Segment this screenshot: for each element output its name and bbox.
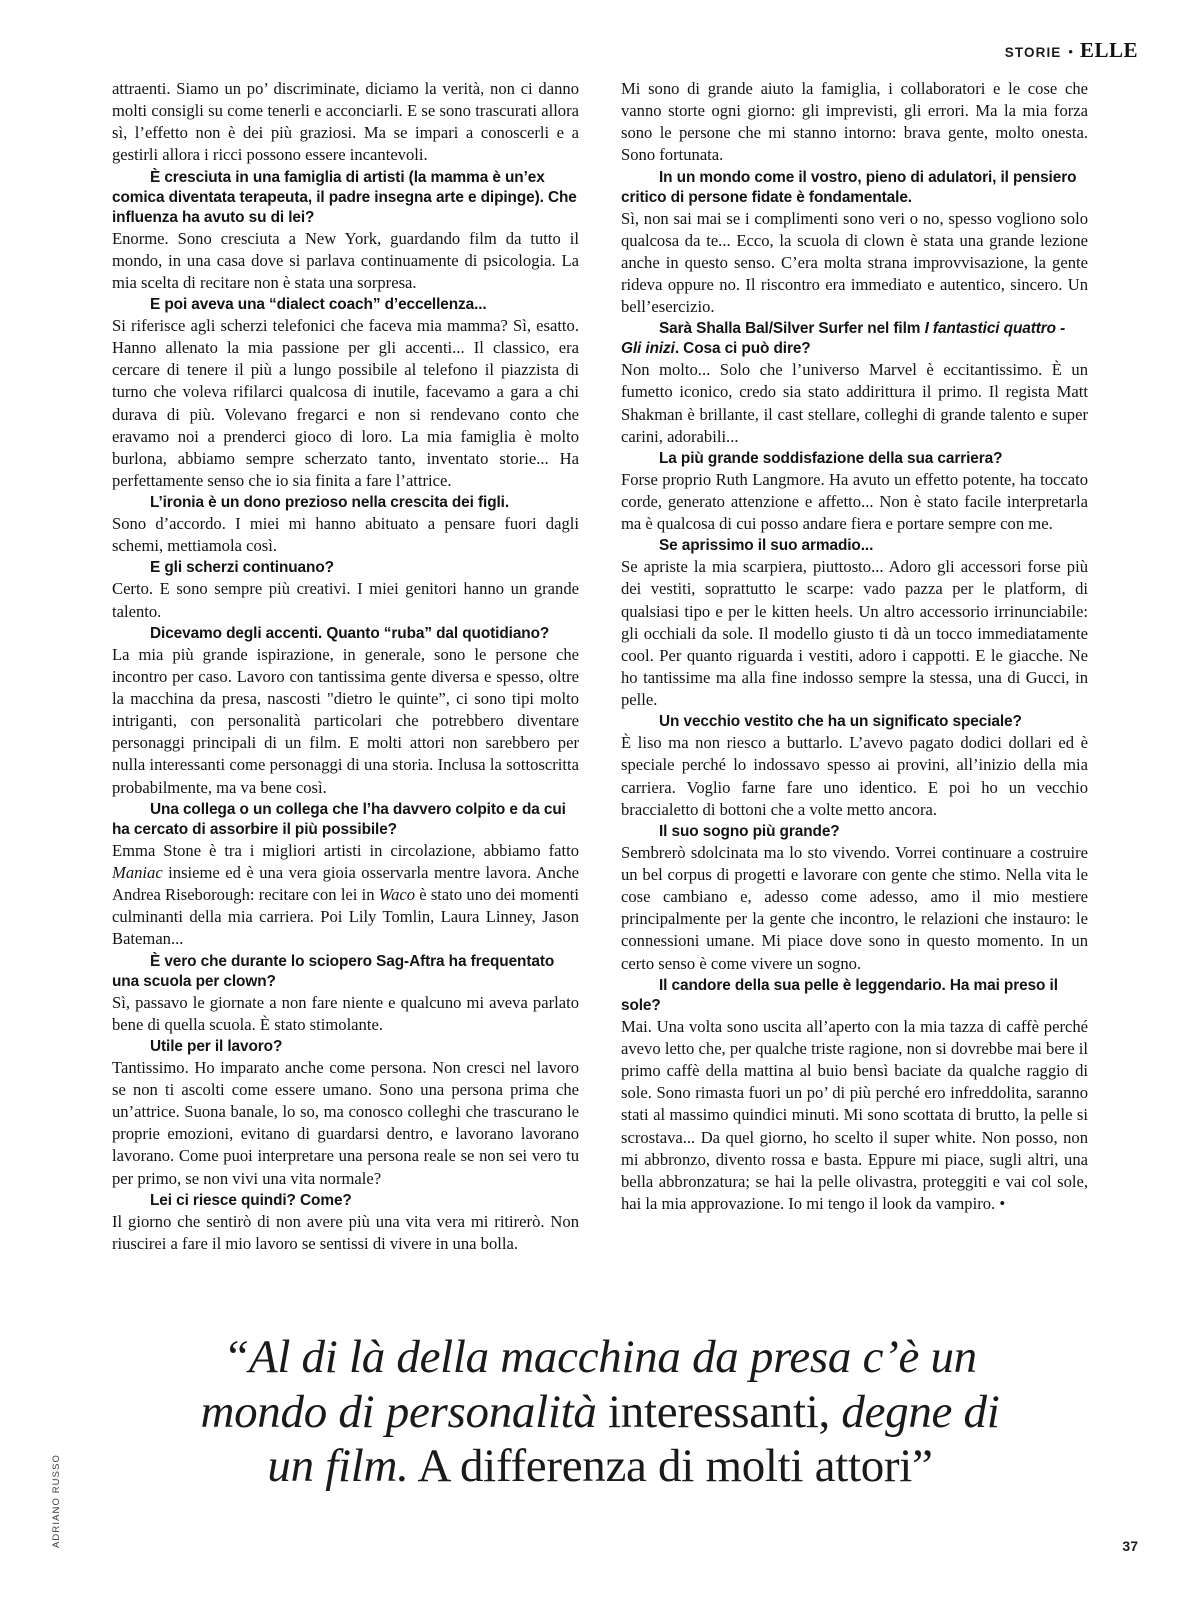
right-column [621, 78, 1088, 1255]
paragraph-question: Un vecchio vestito che ha un significato speciale? [659, 713, 1022, 731]
paragraph-answer: Il giorno che sentirò di non avere più una vita vera mi ritirerò. Non riuscirei a fare il mio lavoro se sentissi di vivere in una bolla. [112, 1211, 579, 1253]
paragraph-answer: Si riferisce agli scherzi telefonici che faceva mia mamma? Sì, esatto. Hanno allenato la mia passione per gli accenti... Il classico, era cercare di tenere il più a lungo possibile al telefono il piazzista di turno che voleva rifilarci qualcosa di inutile, facevamo a gara a chi durava di più. Volevano fregarci e non si rendevano conto che eravamo noi a prenderci gioco di loro. La mia famiglia è molto burlona, abbiamo sempre scherzato tanto, inventato storie... Ha perfettamente senso che io sia finita a fare l’attrice. [112, 316, 579, 491]
film-title-maniac: Maniac [112, 862, 163, 882]
question-text-part: . Cosa ci può dire? [674, 340, 811, 358]
paragraph-question: Utile per il lavoro? [150, 1037, 283, 1055]
left-column [112, 78, 579, 1255]
paragraph-question: È vero che durante lo sciopero Sag-Aftra ha frequentato una scuola per clown? [112, 952, 555, 990]
paragraph-question: In un mondo come il vostro, pieno di adulatori, il pensiero critico di persone fidate è fondamentale. [621, 168, 1077, 206]
paragraph-answer: Sembrerò sdolcinata ma lo sto vivendo. Vorrei continuare a costruire un bel corpus di progetti e lavorare con gente che stimo. Nella vita le cose cambiano e, adesso come adesso, amo il mio mestiere principalmente per la gente che incontro, le relazioni che instauro: le connessioni umane. Mi piace dove sono in questo momento. In un certo senso è come vivere un sogno. [621, 842, 1088, 973]
paragraph-answer: Mai. Una volta sono uscita all’aperto con la mia tazza di caffè perché avevo letto che, per qualche triste ragione, non si dovrebbe mai bere il primo caffè della mattina al buio bensì baciate da qualche raggio di sole. Sono rimasta fuori un po’ di più perché ero infreddolita, saranno stati al massimo quindici minuti. Mi sono scottata di brutto, la pelle si scrostava... Da quel giorno, ho scelto il super white. Non posso, non mi abbronzo, divento rossa e basta. Eppure mi piace, sugli altri, una bella abbronzatura; se hai la pelle olivastra, proteggiti e vai col sole, hai la mia approvazione. Io mi tengo il look da vampiro. • [621, 1016, 1088, 1213]
pull-quote-text: mondo di personalità [200, 1385, 597, 1438]
question-text-part: Sarà Shalla Bal/Silver Surfer nel film [659, 320, 925, 338]
paragraph-answer-with-titles [112, 840, 579, 951]
pull-quote-text: “Al di là della macchina da presa c’è un [223, 1331, 977, 1383]
paragraph-question-with-title [621, 319, 1088, 359]
answer-text-part: insieme ed è una vera gioia osservarla mentre lavora. Anche Andrea Riseborough: recitare con lei in [112, 862, 579, 905]
paragraph-question: Una collega o un collega che l’ha davvero colpito e da cui ha cercato di assorbire il più possibile? [112, 800, 566, 838]
paragraph-answer: Sì, passavo le giornate a non fare niente e qualcuno mi aveva parlato bene di quella scuola. È stato stimolante. [112, 992, 579, 1034]
paragraph-question: Il suo sogno più grande? [659, 822, 840, 840]
paragraph-answer: Sì, non sai mai se i complimenti sono veri o no, spesso vogliono solo qualcosa da te... Ecco, la scuola di clown è stata una grande lezione anche in questo senso. C’era molta strana improvvisazione, la gente rideva oppure no. Il riscontro era immediato e autentico, sincero. Un bell’esercizio. [621, 208, 1088, 317]
paragraph-answer: Tantissimo. Ho imparato anche come persona. Non cresci nel lavoro se non ti ascolti come essere umano. Sono una persona prima che un’attrice. Suona banale, lo so, ma conosco colleghi che trascurano le proprie emozioni, evitano di guardarsi dentro, e lavorano lavorano lavorano. Come puoi interpretare una persona reale se non sei vero tu per primo, se non vivi una vita normale? [112, 1057, 579, 1188]
paragraph-answer: attraenti. Siamo un po’ discriminate, diciamo la verità, non ci danno molti consigli su come tenerli e acconciarli. E se sono trascurati allora sì, l’effetto non è dei più graziosi. Ma se impari a conoscerli e a gestirli allora i ricci possono essere incantevoli. [112, 79, 579, 165]
header-separator: • [1068, 44, 1073, 59]
paragraph-question: Dicevamo degli accenti. Quanto “ruba” dal quotidiano? [150, 624, 550, 642]
paragraph-answer: La mia più grande ispirazione, in generale, sono le persone che incontro per caso. Lavoro con tantissima gente diversa e spesso, oltre la macchina da presa, nascosti "dietro le quinte”, ci sono tipi molto intriganti, con personalità particolari che potrebbero diventare personaggi principali di un film. E molti attori non sarebbero per nulla interessanti come personaggi di una storia. Inclusa la sottoscritta probabilmente, ma va bene così. [112, 644, 579, 797]
pull-quote-text: A differenza di molti attori” [408, 1440, 933, 1493]
photo-credit: ADRIANO RUSSO [51, 1453, 62, 1548]
film-title-waco: Waco [378, 885, 416, 905]
answer-text-part: è stato uno dei momenti culminanti della mia carriera. Poi Lily Tomlin, Laura Linney, Jason Bateman... [112, 885, 579, 949]
page-number: 37 [1122, 1538, 1138, 1554]
paragraph-answer: Certo. E sono sempre più creativi. I miei genitori hanno un grande talento. [112, 579, 579, 621]
paragraph-answer: Sono d’accordo. I miei mi hanno abituato a pensare fuori dagli schemi, mettiamola così. [112, 514, 579, 556]
paragraph-question: E poi aveva una “dialect coach” d’eccellenza... [150, 296, 487, 314]
answer-text-part: Emma Stone è tra i migliori artisti in circolazione, abbiamo fatto [112, 840, 579, 860]
pull-quote-text: degne di [829, 1385, 1000, 1438]
paragraph-question: Se aprissimo il suo armadio... [659, 537, 874, 555]
pull-quote-text: interessanti, [596, 1385, 830, 1438]
paragraph-question: È cresciuta in una famiglia di artisti (la mamma è un’ex comica diventata terapeuta, il padre insegna arte e dipinge). Che influenza ha avuto su di lei? [112, 168, 577, 226]
paragraph-answer: Forse proprio Ruth Langmore. Ha avuto un effetto potente, ha toccato corde, generato attenzione e affetto... Non è stato facile interpretarla ma è qualcosa di cui posso andare fiera e portare sempre con me. [621, 469, 1088, 534]
paragraph-answer: Se apriste la mia scarpiera, piuttosto... Adoro gli accessori forse più dei vestiti, soprattutto le scarpe: vado pazza per le platform, di qualsiasi tipo e per le kitten heels. Un altro accessorio irrinunciabile: gli occhiali da sole. Il modello giusto ti dà un tocco immediatamente cool. Per quanto riguarda i vestiti, adoro i cappotti. E le giacche. Ne ho tantissime ma alla fine indosso sempre la stessa, una di Gucci, in pelle. [621, 557, 1088, 710]
pull-quote [112, 1330, 1088, 1494]
film-title-fantastici-quattro: I fantastici quattro - Gli inizi [621, 320, 1066, 358]
paragraph-answer: Non molto... Solo che l’universo Marvel è eccitantissimo. È un fumetto iconico, credo sia stato addirittura il primo. Il regista Matt Shakman è brillante, il cast stellare, colleghi di grande talento e super carini, adorabili... [621, 360, 1088, 446]
header-magazine-logo: ELLE [1079, 38, 1138, 62]
paragraph-question: Lei ci riesce quindi? Come? [150, 1191, 352, 1209]
pull-quote-line-3 [112, 1439, 1088, 1494]
page-header [1005, 38, 1138, 63]
paragraph-answer: Enorme. Sono cresciuta a New York, guardando film da tutto il mondo, in una casa dove si parlava continuamente di psicologia. La mia scelta di recitare non è stata una sorpresa. [112, 228, 579, 292]
pull-quote-line-1 [112, 1330, 1088, 1385]
paragraph-question: Il candore della sua pelle è leggendario. Ha mai preso il sole? [621, 976, 1058, 1014]
header-section-label: STORIE [1004, 45, 1062, 60]
pull-quote-text: un film. [267, 1440, 409, 1493]
article-body [112, 78, 1088, 1255]
pull-quote-line-2 [112, 1385, 1088, 1440]
paragraph-question: L’ironia è un dono prezioso nella crescita dei figli. [150, 494, 510, 512]
paragraph-answer: Mi sono di grande aiuto la famiglia, i collaboratori e le cose che vanno storte ogni giorno: gli imprevisti, gli errori. Ma la mia forza sono le persone che mi stanno intorno: brava gente, molto onesta. Sono fortunata. [621, 79, 1088, 165]
paragraph-answer: È liso ma non riesco a buttarlo. L’avevo pagato dodici dollari ed è speciale perché lo indossavo spesso ai provini, all’inizio della mia carriera. Voglio farne fare uno identico. E poi ho un vecchio braccialetto di bottoni che a volte metto ancora. [621, 733, 1088, 819]
paragraph-question: La più grande soddisfazione della sua carriera? [659, 449, 1003, 467]
paragraph-question: E gli scherzi continuano? [150, 559, 334, 577]
